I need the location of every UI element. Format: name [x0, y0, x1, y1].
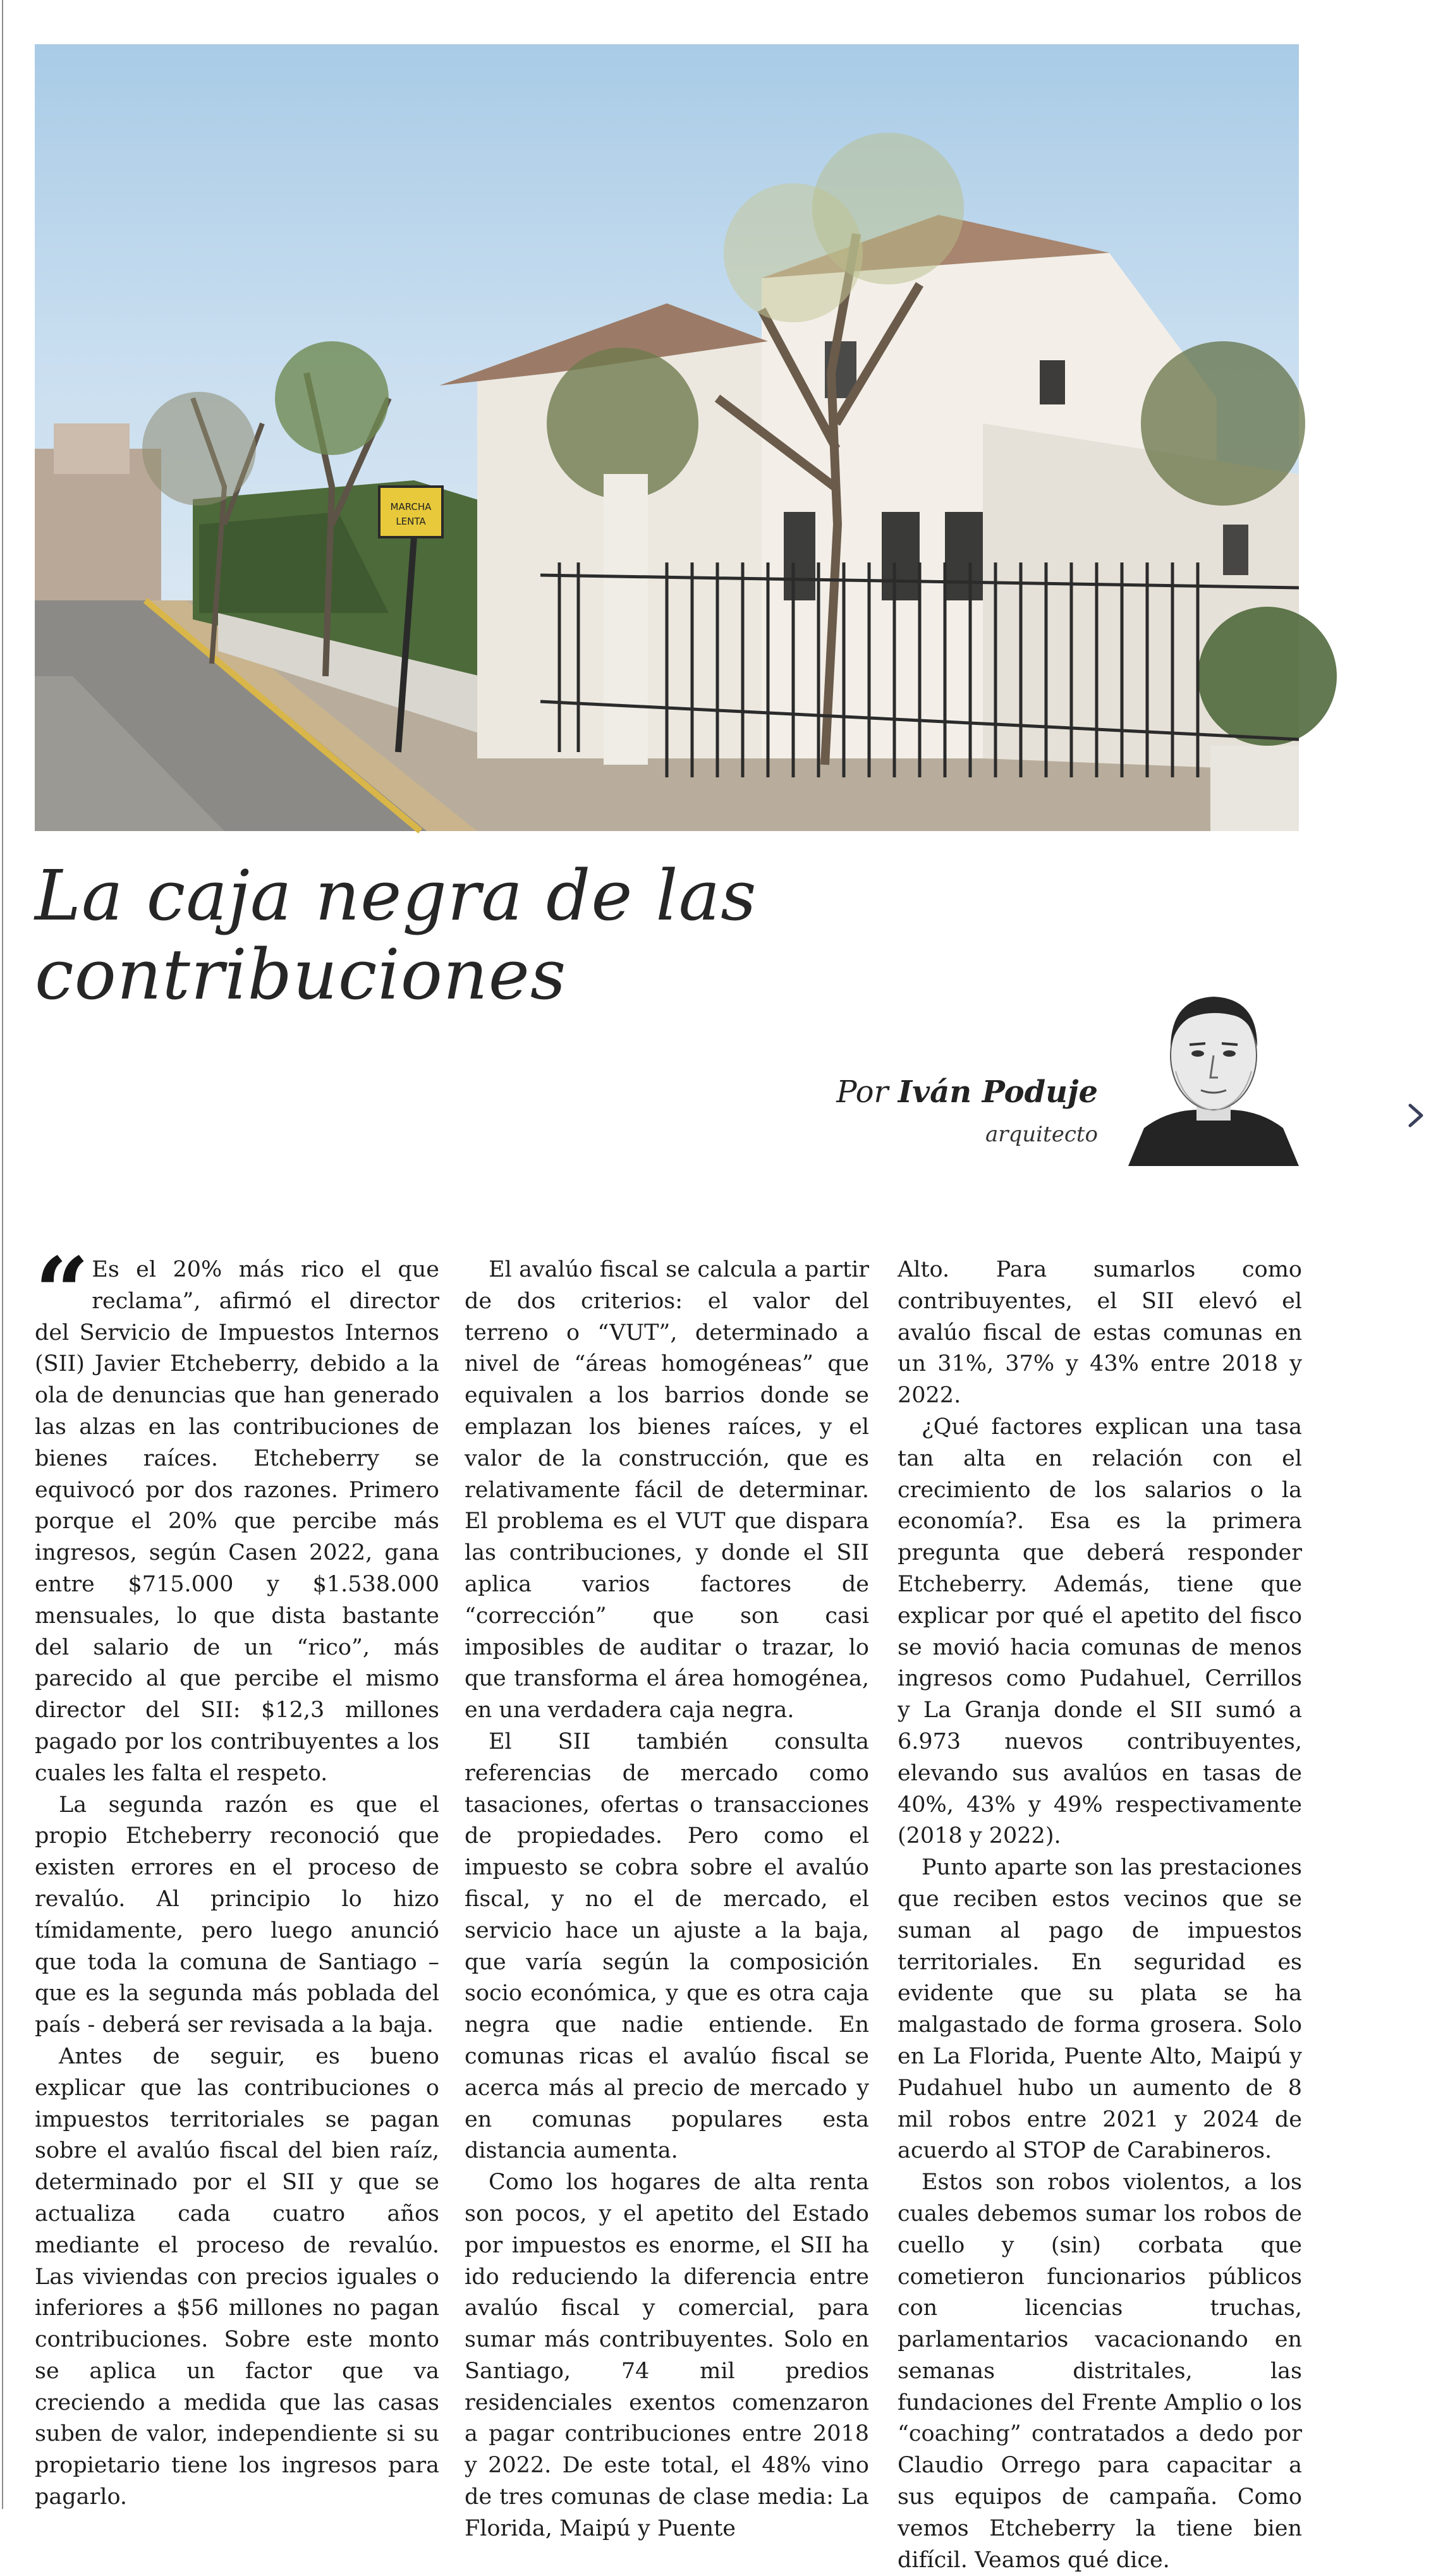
paragraph-text: Es el 20% más rico el que reclama”, afirmó el director del Servicio de Impuestos Internos (SII) Javier Etcheberry, debido a la ola de denuncias que han generado las alzas en las contribuciones de bienes raíces. Etcheberry se equivocó por dos razones. Primero porque el 20% que percibe más ingresos, según Casen 2022, gana entre $715.000 y $1.538.000 mensuales, lo que dista bastante del salario de un “rico”, más parecido al que percibe el mismo director del SII: $12,3 millones pagado por los contribuyentes a los cuales les falta el respeto.: [35, 1257, 439, 1786]
byline: [836, 1074, 1098, 1147]
byline-name-line: [836, 1074, 1098, 1110]
article-paragraph: ¿Qué factores explican una tasa tan alta en relación con el crecimiento de los salarios o la economía?. Esa es la primera pregunta que deberá responder Etcheberry. Además, tiene que explicar por qué el apetito del fisco se movió hacia comunas de menos ingresos como Pudahuel, Cerrillos y La Granja donde el SII sumó a 6.973 nuevos contribuyentes, elevando sus avalúos en tasas de 40%, 43% y 49% respectivamente (2018 y 2022).: [898, 1414, 1302, 1849]
article-paragraph: Como los hogares de alta renta son pocos, y el apetito del Estado por impuestos es enorme, el SII ha ido reduciendo la diferencia entre avalúo fiscal y comercial, para sumar más contribuyentes. Solo en Santiago, 74 mil predios residenciales exentos comenzaron a pagar contribuciones entre 2018 y 2022. De este total, el 48% vino de tres comunas de clase media: La Florida, Maipú y Puente: [465, 2170, 869, 2541]
author-role: arquitecto: [985, 1122, 1098, 1147]
headline-line-2: contribuciones: [35, 934, 567, 1015]
page-left-rule: [2, 0, 3, 2509]
article-paragraph: Antes de seguir, es bueno explicar que las contribuciones o impuestos territoriales se pagan sobre el avalúo fiscal del bien raíz, determinado por el SII y que se actualiza cada cuatro años mediante el proceso de revalúo. Las viviendas con precios iguales o inferiores a $56 millones no pagan contribuciones. Sobre este monto se aplica un factor que va creciendo a medida que las casas suben de valor, independiente si su propietario tiene los ingresos para pagarlo.: [35, 2043, 439, 2510]
svg-text:MARCHA: MARCHA: [390, 501, 432, 513]
article-paragraph: Estos son robos violentos, a los cuales debemos sumar los robos de cuello y (sin) corbata que cometieron funcionarios públicos con licencias truchas, parlamentarios vacacionando en semanas distritales, las fundaciones del Frente Amplio o los “coaching” contratados a dedo por Claudio Orrego para capacitar a sus equipos de campaña. Como vemos Etcheberry la tiene bien difícil. Veamos qué dice.: [898, 2170, 1302, 2573]
article-column-3: [898, 1255, 1302, 2576]
svg-text:LENTA: LENTA: [396, 516, 426, 527]
article-column-1: [35, 1237, 439, 2513]
author-portrait: [1128, 976, 1299, 1166]
article-paragraph: Alto. Para sumarlos como contribuyentes, el SII elevó el avalúo fiscal de estas comunas en un 31%, 37% y 43% entre 2018 y 2022.: [898, 1257, 1302, 1409]
house-photo-illustration: [35, 44, 1299, 831]
article-paragraph: El avalúo fiscal se calcula a partir de dos criterios: el valor del terreno o “VUT”, determinado a nivel de “áreas homogéneas” que equivalen a los barrios donde se emplazan los bienes raíces, y el valor de la construcción, que es relativamente fácil de determinar. El problema es el VUT que dispara las contribuciones, y donde el SII aplica varios factores de “corrección” que son casi imposibles de auditar o trazar, lo que transforma el área homogénea, en una verdadera caja negra.: [465, 1257, 869, 1723]
headline-line-1: La caja negra de las: [35, 855, 757, 936]
article-headline: [35, 856, 983, 1014]
opening-quote-mark: “: [35, 1237, 86, 1348]
article-paragraph: [35, 1237, 439, 1790]
article-paragraph: La segunda razón es que el propio Etcheberry reconoció que existen errores en el proceso de revalúo. Al principio lo hizo tímidamente, pero luego anunció que toda la comuna de Santiago – que es la segunda más poblada del país - deberá ser revisada a la baja.: [35, 1792, 439, 2038]
byline-prefix: Por: [836, 1074, 889, 1110]
article-paragraph: El SII también consulta referencias de mercado como tasaciones, ofertas o transacciones de propiedades. Pero como el impuesto se cobra sobre el avalúo fiscal, y no el de mercado, el servicio hace un ajuste a la baja, que varía según la composición socio económica, y que es otra caja negra que nadie entiende. En comunas ricas el avalúo fiscal se acerca más al precio de mercado y en comunas populares esta distancia aumenta.: [465, 1728, 869, 2164]
chevron-right-icon[interactable]: [1400, 1097, 1432, 1134]
article-photo: [35, 44, 1299, 831]
author-name: Iván Poduje: [898, 1074, 1098, 1110]
article-column-2: [465, 1255, 869, 2545]
article-paragraph: Punto aparte son las prestaciones que reciben estos vecinos que se suman al pago de impuestos territoriales. En seguridad es evidente que su plata se ha malgastado de forma grosera. Solo en La Florida, Puente Alto, Maipú y Pudahuel hubo un aumento de 8 mil robos entre 2021 y 2024 de acuerdo al STOP de Carabineros.: [898, 1855, 1302, 2164]
